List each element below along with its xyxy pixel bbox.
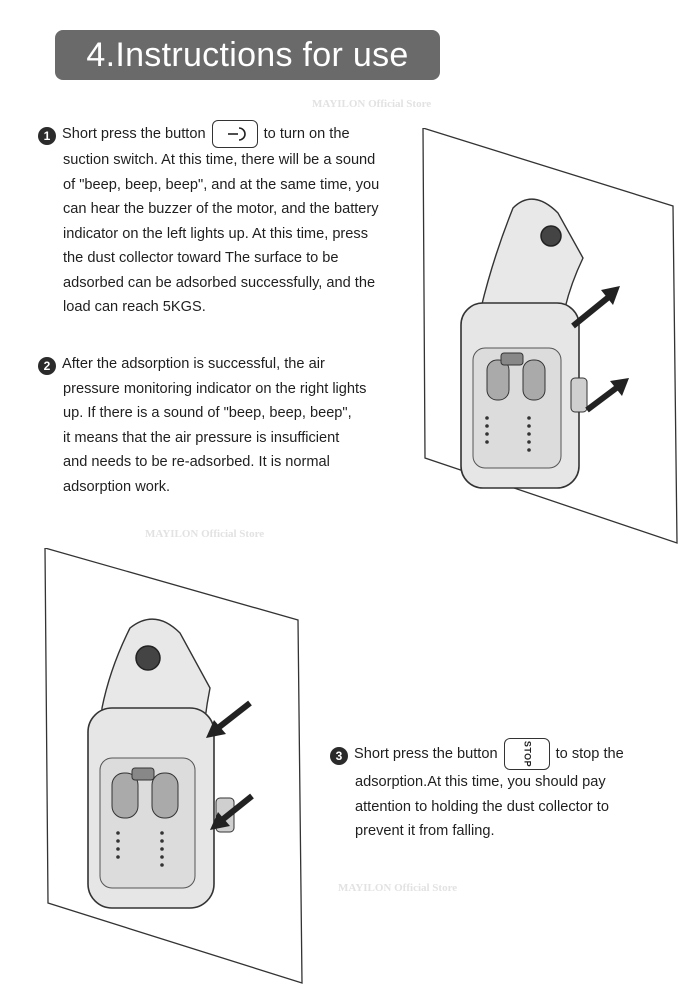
step-text: the dust collector toward The surface to be [63,250,339,266]
step-text: adsorption work. [63,478,171,495]
step-text: up. If there is a sound of "beep, beep, beep", [63,405,352,421]
watermark: MAYILON Official Store [145,528,265,540]
step-text: After the adsorption is successful, the air [62,356,325,372]
step-text: load can reach 5KGS. [63,299,206,315]
step-number: 3 [330,747,348,765]
dust-collector-illustration [415,128,680,548]
step-text: prevent it from falling. [355,823,495,839]
power-button-icon [212,120,258,148]
step-text: can hear the buzzer of the motor, and the battery [63,201,379,217]
step-2 [38,352,366,499]
step-text: and needs to be re-adsorbed. It is normal [63,454,330,470]
step-text: suction switch. At this time, there will be a sound [63,152,376,168]
step-1 [38,120,379,320]
stop-button-label: STOP [521,740,532,768]
hanging-hole-icon [541,226,561,246]
step-text: adsorbed can be adsorbed successfully, and the [63,274,376,291]
dust-collector-illustration [40,548,305,988]
step-text: attention to holding the dust collector to [355,798,609,815]
step-text: to stop the [555,745,624,762]
step-text: Short press the button [354,745,498,762]
step-text: of "beep, beep, beep", and at the same time, you [63,176,380,193]
hanging-hole-icon [136,646,160,670]
step-number: 1 [38,127,56,145]
step-text: pressure monitoring indicator on the right lights [63,380,367,397]
watermark: MAYILON Official Store [312,98,432,110]
step-text: indicator on the left lights up. At this time, press [63,225,369,242]
step-text: Short press the button [62,125,206,142]
step-number: 2 [38,357,56,375]
page-title: 4.Instructions for use [55,30,440,80]
step-3 [330,738,624,844]
step-text: it means that the air pressure is insufficient [63,429,340,446]
watermark: MAYILON Official Store [338,882,458,894]
step-text: to turn on the [263,125,350,142]
stop-button-icon [504,738,550,770]
step-text: adsorption.At this time, you should pay [355,774,606,790]
